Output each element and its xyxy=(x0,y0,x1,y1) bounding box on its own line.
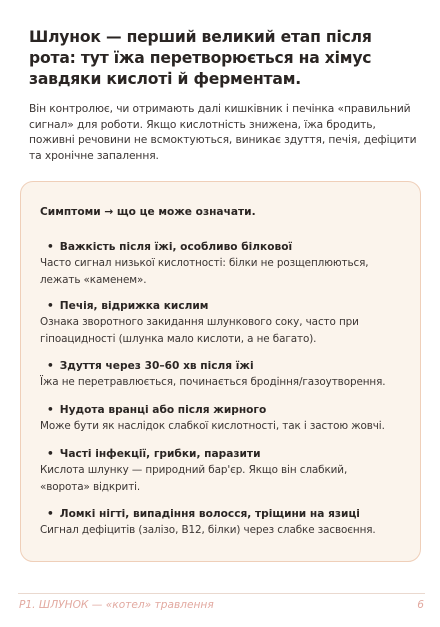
symptom-item-heading xyxy=(47,241,292,253)
footer-divider xyxy=(18,593,425,594)
symptom-item-heading xyxy=(47,508,360,520)
intro-paragraph: Він контролює, чи отримають далі кишківник і печінка «правильний сигнал» для роботи. Якщо кислотність знижена, їжа бродить, поживні речовини не всмоктуються, виникає здуття, печія, дефіцити та хронічне запалення. xyxy=(29,102,417,162)
symptom-item-heading-text: Часті інфекції, грибки, паразити xyxy=(59,448,261,460)
bullet-icon: • xyxy=(47,241,54,253)
symptom-item-description: Може бути як наслідок слабкої кислотності, так і застою жовчі. xyxy=(40,420,385,432)
symptom-item-description: Кислота шлунку — природний бар'єр. Якщо він слабкий, «ворота» відкриті. xyxy=(40,464,348,493)
bullet-icon: • xyxy=(47,404,54,416)
symptom-item-description: Часто сигнал низької кислотності: білки не розщеплюються, лежать «каменем». xyxy=(40,257,369,286)
symptom-item-heading xyxy=(47,448,261,460)
bullet-icon: • xyxy=(47,360,54,372)
symptom-item-heading xyxy=(47,360,254,372)
symptom-item-heading-text: Нудота вранці або після жирного xyxy=(59,404,267,416)
symptom-item-heading-text: Печія, відрижка кислим xyxy=(59,300,209,312)
symptoms-card xyxy=(20,181,421,562)
bullet-icon: • xyxy=(47,448,54,460)
page-heading: Шлунок — перший великий етап після рота: тут їжа перетворюється на хімус завдяки кислоті й ферментам. xyxy=(29,28,372,88)
symptom-item-heading xyxy=(47,300,208,312)
page-number: 6 xyxy=(417,599,424,611)
symptom-item-description: Ознака зворотного закидання шлункового соку, часто при гіпоацидності (шлунка мало кислоти, а не багато). xyxy=(40,316,359,345)
footer-section-title: Р1. ШЛУНОК — «котел» травлення xyxy=(19,599,214,611)
symptom-item-heading-text: Здуття через 30–60 хв після їжі xyxy=(59,360,254,372)
card-title: Симптоми → що це може означати. xyxy=(40,206,256,218)
symptom-item-heading xyxy=(47,404,266,416)
symptom-item-heading-text: Важкість після їжі, особливо білкової xyxy=(59,241,293,253)
symptom-item-description: Сигнал дефіцитів (залізо, B12, білки) через слабке засвоєння. xyxy=(40,524,376,536)
symptom-item-heading-text: Ломкі нігті, випадіння волосся, тріщини на язиці xyxy=(59,508,360,520)
bullet-icon: • xyxy=(47,300,54,312)
symptom-item-description: Їжа не перетравлюється, починається бродіння/газоутворення. xyxy=(40,376,386,388)
bullet-icon: • xyxy=(47,508,54,520)
